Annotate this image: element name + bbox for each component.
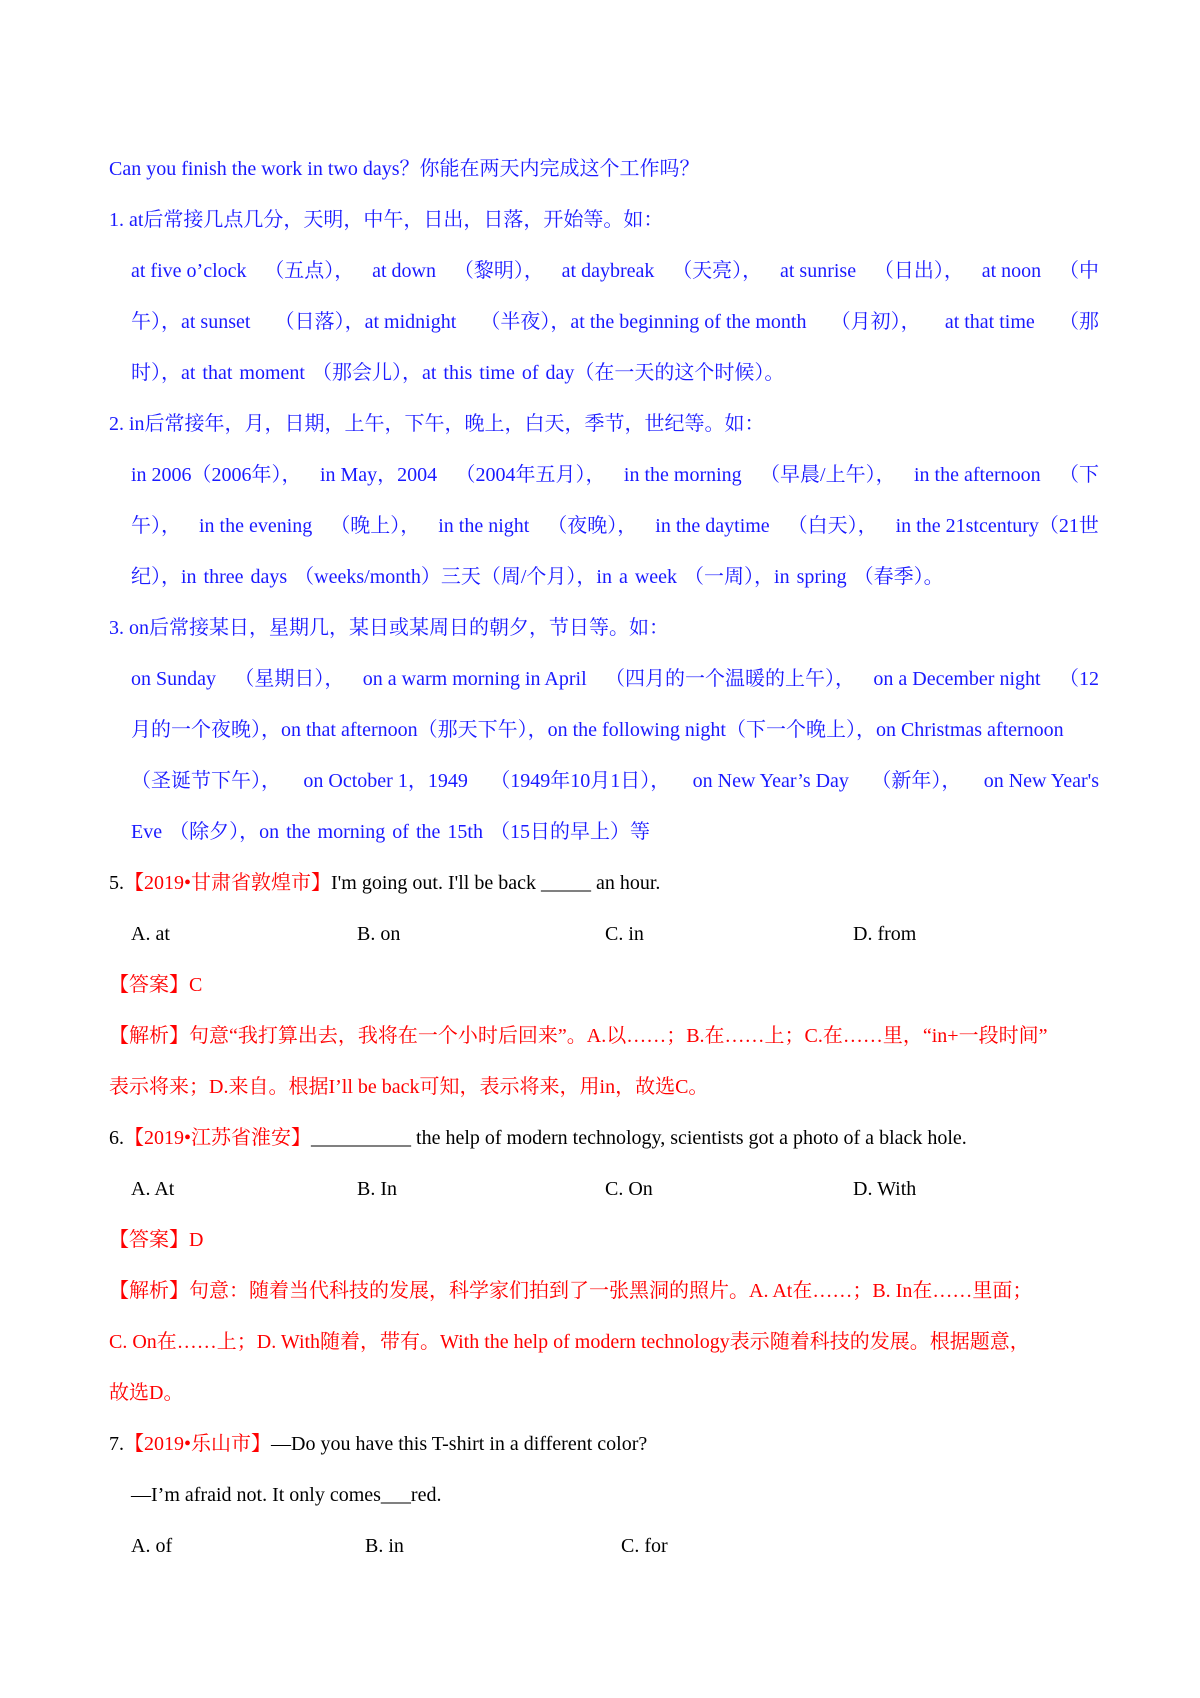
example: at noon [981,260,1042,282]
example: （12 [1058,668,1099,690]
rule-1-line-2 [131,308,1099,336]
rule-2-line-3: 纪），in three days （weeks/month）三天（周/个月），in a week （一周），in spring （春季）。 [131,566,944,588]
intro-sentence: Can you finish the work in two days？你能在两天内完成这个工作吗？ [109,158,700,180]
question-source: 【2019•江苏省淮安】 [124,1127,312,1149]
example: on a warm morning in April [362,668,587,690]
rule-3-line-2: 月的一个夜晚），on that afternoon（那天下午），on the following night（下一个晚上），on Christmas afternoon [131,719,1064,741]
example: on New Year's [983,770,1099,792]
example: in the 21stcentury（21世 [895,515,1099,537]
example: （日出）， [873,260,964,282]
example: at down [372,260,437,282]
example: in 2006（2006年）， [131,464,302,486]
question-stem: I'm going out. I'll be back _____ an hour. [331,872,661,894]
question-7 [109,1430,647,1458]
answer: 【答案】D [109,1229,204,1251]
option-d: D. from [853,923,917,945]
example: （日落），at midnight [274,311,457,333]
example: at daybreak [561,260,655,282]
example: at that time [944,311,1035,333]
example: （五点）， [264,260,355,282]
rule-2-line-1 [131,461,1099,489]
rule-3-line-3 [131,767,1099,795]
question-source: 【2019•乐山市】 [124,1433,272,1455]
example: in the night [438,515,530,537]
rule-2-line-2 [131,512,1099,540]
question-6 [109,1124,967,1152]
question-stem: —Do you have this T-shirt in a different color? [271,1433,648,1455]
question-stem: __________ the help of modern technology, scientists got a photo of a black hole. [311,1127,967,1149]
rule-1-heading: 1. at后常接几点几分，天明，中午，日出，日落，开始等。如： [109,209,664,231]
example: in the morning [623,464,742,486]
example: （1949年10月1日）， [490,770,671,792]
analysis-line-2: 表示将来；D.来自。根据I’ll be back可知，表示将来，用in，故选C。 [109,1076,709,1098]
question-5 [109,869,660,897]
example: （半夜），at the beginning of the month [480,311,807,333]
example: in the daytime [655,515,770,537]
answer: 【答案】C [109,974,203,996]
example: on New Year’s Day [692,770,849,792]
option-b: B. in [365,1535,404,1557]
question-number: 5. [109,872,124,894]
option-c: C. On [605,1178,653,1200]
example: （2004年五月）， [455,464,606,486]
example: on a December night [873,668,1041,690]
rule-1-line-1 [131,257,1099,285]
example: in the evening [198,515,313,537]
option-b: B. In [357,1178,397,1200]
example: （新年）， [871,770,962,792]
option-a: A. at [131,923,170,945]
question-number: 6. [109,1127,124,1149]
question-number: 7. [109,1433,124,1455]
rule-2-heading: 2. in后常接年，月，日期，上午，下午，晚上，白天，季节，世纪等。如： [109,413,765,435]
example: （星期日）， [234,668,345,690]
example: （月初）， [830,311,921,333]
example: （早晨/上午）， [760,464,896,486]
example: （四月的一个温暖的上午）， [605,668,856,690]
question-stem-reply: —I’m afraid not. It only comes___red. [131,1484,442,1506]
example: in the afternoon [913,464,1041,486]
option-a: A. of [131,1535,173,1557]
rule-3-line-1 [131,665,1099,693]
example: on October 1，1949 [303,770,468,792]
example: （黎明）， [453,260,544,282]
example: （中 [1058,260,1099,282]
example: on Sunday [131,668,216,690]
example: in May，2004 [319,464,438,486]
question-source: 【2019•甘肃省敦煌市】 [124,872,332,894]
option-a: A. At [131,1178,175,1200]
option-c: C. for [621,1535,668,1557]
option-c: C. in [605,923,644,945]
example: at five o’clock [131,260,247,282]
option-b: B. on [357,923,401,945]
example: at sunrise [780,260,857,282]
example: （圣诞节下午）， [131,770,281,792]
example: （下 [1058,464,1099,486]
analysis-line-1: 【解析】句意：随着当代科技的发展，科学家们拍到了一张黑洞的照片。A. At在……；B. In在……里面； [109,1280,1033,1302]
rule-1-line-3: 时），at that moment （那会儿），at this time of day（在一天的这个时候）。 [131,362,785,384]
analysis-line-3: 故选D。 [109,1382,184,1404]
example: 午），at sunset [131,311,251,333]
example: （夜晚）， [547,515,638,537]
example: （那 [1058,311,1099,333]
example: （天亮）， [672,260,763,282]
rule-3-heading: 3. on后常接某日，星期几，某日或某周日的朝夕，节日等。如： [109,617,669,639]
analysis-line-2: C. On在……上；D. With随着，带有。With the help of modern technology表示随着科技的发展。根据题意， [109,1331,1030,1353]
analysis-line-1: 【解析】句意“我打算出去，我将在一个小时后回来”。A.以……；B.在……上；C.在……里，“in+一段时间” [109,1025,1048,1047]
rule-3-line-4: Eve （除夕），on the morning of the 15th （15日的早上）等 [131,821,650,843]
option-d: D. With [853,1178,917,1200]
example: （晚上）， [330,515,421,537]
example: 午）， [131,515,181,537]
example: （白天）， [787,515,878,537]
